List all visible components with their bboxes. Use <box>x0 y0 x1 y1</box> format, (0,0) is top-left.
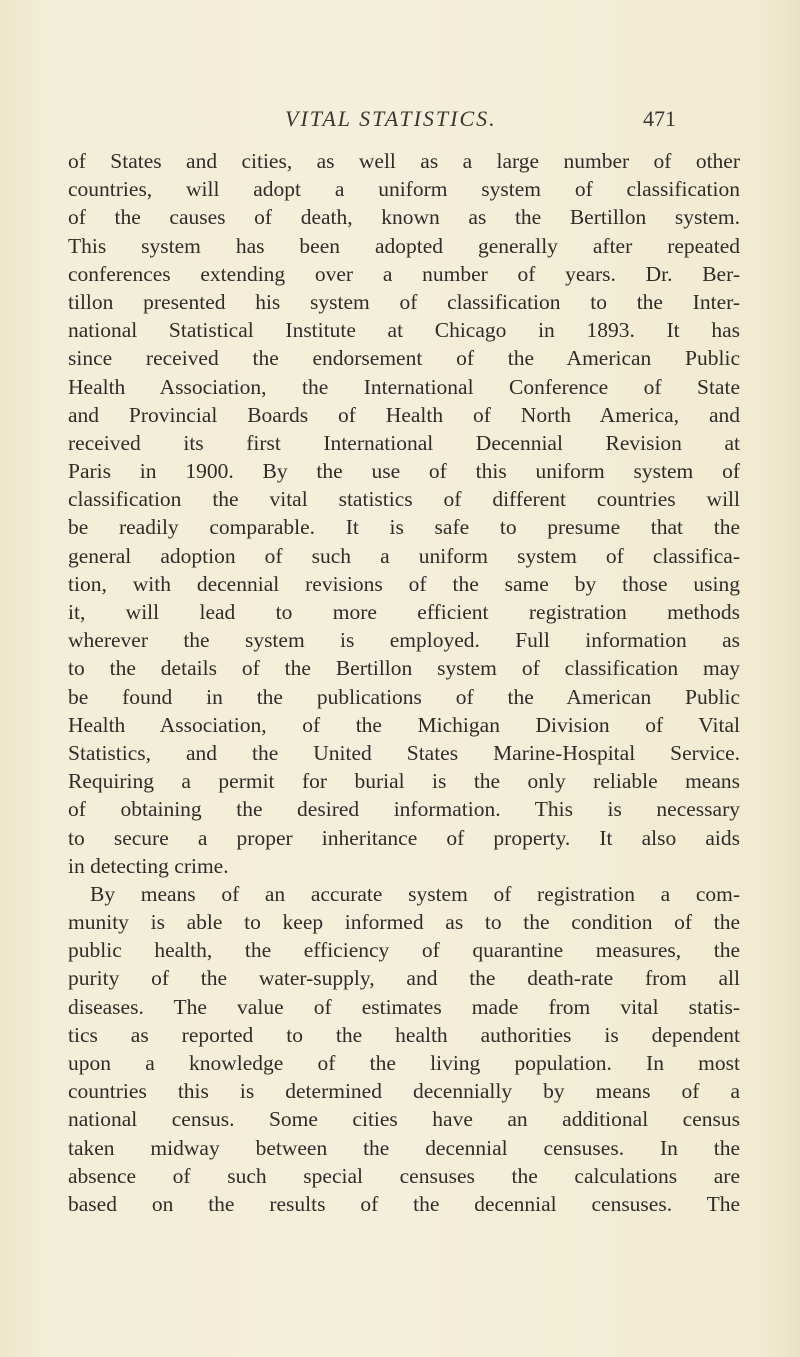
text-line: since received the endorsement of the American Public <box>68 346 740 371</box>
text-line: Statistics, and the United States Marine-Hospital Service. <box>68 740 740 765</box>
text-line: upon a knowledge of the living population. In most <box>68 1051 740 1075</box>
text-line: diseases. The value of estimates made from vital statis- <box>68 994 740 1019</box>
text-line: Health Association, the International Conference of State <box>68 374 740 399</box>
text-line: taken midway between the decennial censuses. In the <box>68 1135 740 1160</box>
text-line: national Statistical Institute at Chicago in 1893. It has <box>68 318 740 343</box>
paragraph-start-line: By means of an accurate system of registration a com- <box>90 881 740 906</box>
text-line: tillon presented his system of classification to the Inter- <box>68 289 740 314</box>
text-line: based on the results of the decennial censuses. The <box>68 1191 740 1216</box>
text-line: tics as reported to the health authorities is dependent <box>68 1022 740 1047</box>
text-line: countries this is determined decennially by means of a <box>68 1079 740 1104</box>
text-line: of the causes of death, known as the Bertillon system. <box>68 205 740 230</box>
body-text <box>68 147 740 1218</box>
text-line: general adoption of such a uniform system of classifica- <box>68 543 740 568</box>
text-line: to the details of the Bertillon system of classification may <box>68 656 740 681</box>
text-line: countries, will adopt a uniform system of classification <box>68 177 740 202</box>
text-line: Health Association, of the Michigan Division of Vital <box>68 712 740 737</box>
text-line: wherever the system is employed. Full information as <box>68 628 740 653</box>
text-line: to secure a proper inheritance of property. It also aids <box>68 825 740 850</box>
text-line: it, will lead to more efficient registration methods <box>68 600 740 624</box>
paragraph-end-line: in detecting crime. <box>68 853 229 878</box>
text-line: purity of the water-supply, and the death-rate from all <box>68 966 740 991</box>
text-line: munity is able to keep informed as to the condition of the <box>68 910 740 935</box>
text-line: Paris in 1900. By the use of this uniform system of <box>68 459 740 484</box>
text-line: received its first International Decennial Revision at <box>68 430 740 455</box>
text-line: tion, with decennial revisions of the same by those using <box>68 571 740 596</box>
text-line: public health, the efficiency of quarantine measures, the <box>68 938 740 963</box>
text-line: This system has been adopted generally after repeated <box>68 233 740 258</box>
text-line: absence of such special censuses the calculations are <box>68 1163 740 1188</box>
text-line: and Provincial Boards of Health of North America, and <box>68 402 740 427</box>
page-number: 471 <box>643 106 676 131</box>
text-line: classification the vital statistics of different countries will <box>68 487 740 512</box>
text-line: conferences extending over a number of years. Dr. Ber- <box>68 261 740 286</box>
text-line: of States and cities, as well as a large number of other <box>68 149 740 173</box>
text-line: be found in the publications of the American Public <box>68 684 740 709</box>
text-line: be readily comparable. It is safe to presume that the <box>68 515 740 540</box>
page-header <box>0 106 800 138</box>
running-title: VITAL STATISTICS. <box>285 106 497 131</box>
text-line: Requiring a permit for burial is the only reliable means <box>68 769 740 794</box>
text-line: of obtaining the desired information. This is necessary <box>68 797 740 822</box>
text-line: national census. Some cities have an additional census <box>68 1107 740 1132</box>
